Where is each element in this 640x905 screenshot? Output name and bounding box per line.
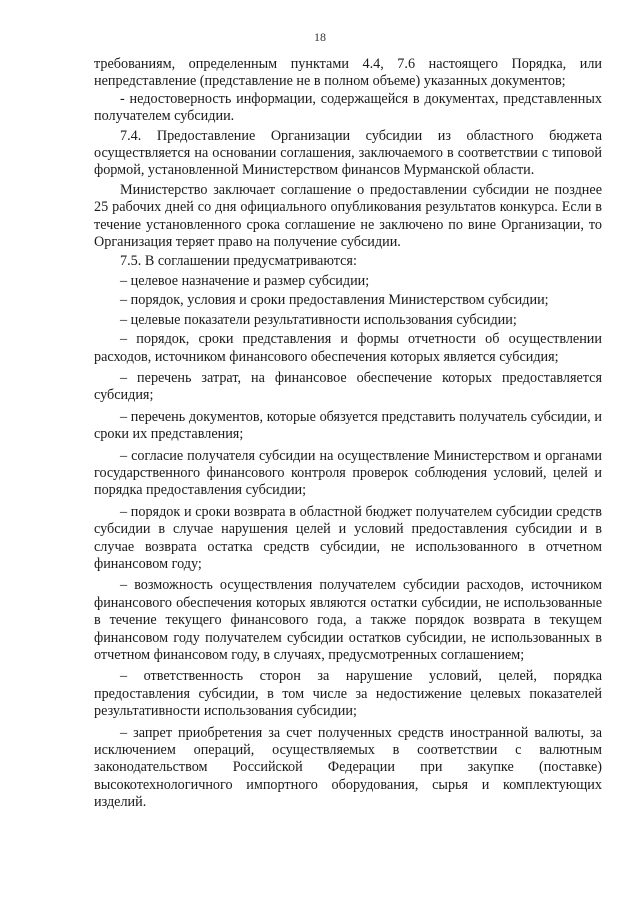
paragraph: требованиям, определенным пунктами 4.4, 7.6 настоящего Порядка, или непредставление (представление не в полном объеме) указанных документов; (94, 56, 602, 90)
list-item: – ответственность сторон за нарушение условий, целей, порядка предоставления субсидии, в том числе за недостижение целевых показателей результативности использования субсидии; (94, 668, 602, 720)
list-item: – согласие получателя субсидии на осуществление Министерством и органами государственного финансового контроля проверок соблюдения условий, целей и порядка предоставления субсидии; (94, 447, 602, 499)
list-item: – перечень затрат, на финансовое обеспечение которых предоставляется субсидия; (94, 369, 602, 404)
page-number: 18 (314, 30, 326, 44)
list-item: – запрет приобретения за счет полученных средств иностранной валюты, за исключением операций, осуществляемых в соответствии с валютным законодательством Российской Федерации при закупке (поставке) высокотехнологичного импортного оборудования, сырья и комплектующих изделий. (94, 724, 602, 811)
paragraph: - недостоверность информации, содержащейся в документах, представленных получателем субсидии. (94, 90, 602, 125)
list-item: – возможность осуществления получателем субсидии расходов, источником финансового обеспечения которых являются остатки субсидии, не использованные в течение текущего финансового года, а также порядок возврата в текущем финансовом году получателем субсидии остатков субсидии, не использованных в отчетном финансовом году, в случаях, предусмотренных соглашением; (94, 577, 602, 663)
document-body (94, 56, 602, 812)
list-item: – целевые показатели результативности использования субсидии; (120, 311, 517, 328)
paragraph: Министерство заключает соглашение о предоставлении субсидии не позднее 25 рабочих дней со дня официального опубликования результатов конкурса. Если в течение установленного срока соглашение не заключено по вине Организации, то Организация теряет право на получение субсидии. (94, 181, 602, 251)
list-item: – порядок и сроки возврата в областной бюджет получателем субсидии средств субсидии в случае нарушения целей и условий предоставления субсидии и в случае возврата остатка средств субсидии, не использованного в отчетном финансовом году; (94, 503, 602, 572)
list-item: – порядок, условия и сроки предоставления Министерством субсидии; (120, 292, 549, 309)
list-item: – порядок, сроки представления и формы отчетности об осуществлении расходов, источником финансового обеспечения которых является субсидия; (94, 331, 602, 365)
paragraph: 7.4. Предоставление Организации субсидии из областного бюджета осуществляется на основании соглашения, заключаемого в соответствии с типовой формой, установленной Министерством финансов Мурманской области. (94, 127, 602, 179)
paragraph: 7.5. В соглашении предусматриваются: (120, 253, 357, 270)
list-item: – перечень документов, которые обязуется представить получатель субсидии, и сроки их представления; (94, 408, 602, 443)
list-item: – целевое назначение и размер субсидии; (120, 272, 370, 289)
